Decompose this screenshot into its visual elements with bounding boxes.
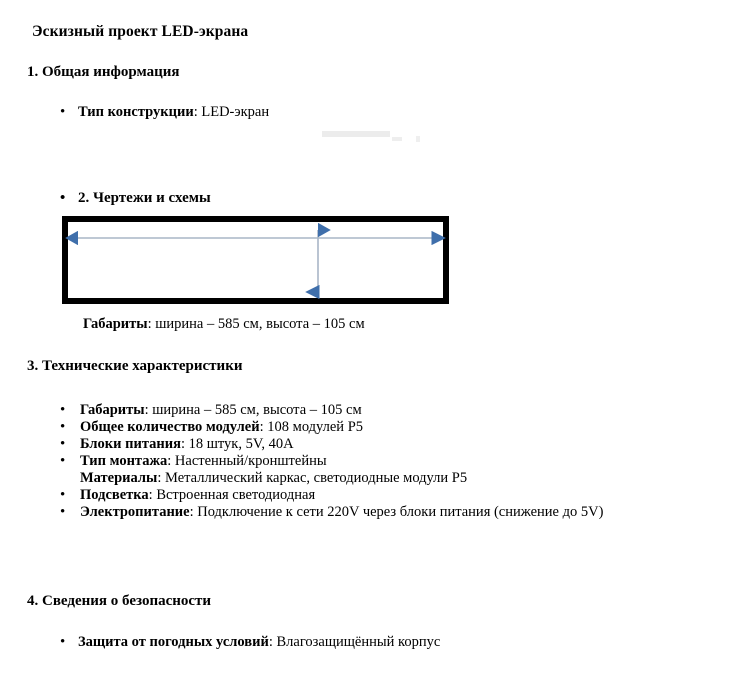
bullet-icon	[60, 419, 80, 436]
bullet-icon	[60, 436, 80, 453]
diagram-caption-label: Габариты	[83, 316, 148, 332]
scan-artifact-tertiary	[416, 136, 420, 142]
diagram-caption-separator: :	[147, 316, 156, 332]
list-item	[60, 470, 732, 487]
list-item-separator: :	[148, 486, 157, 503]
bullet-icon	[60, 402, 80, 419]
list-item-value: Настенный/кронштейны	[174, 453, 327, 469]
list-item-label: Общее количество модулей	[80, 419, 260, 435]
list-item-separator: :	[157, 470, 166, 486]
list-item-separator: :	[167, 453, 175, 469]
section-heading-technical: 3. Технические характеристики	[27, 358, 243, 374]
drawings-heading-text: 2. Чертежи и схемы	[78, 190, 211, 206]
bullet-icon	[60, 190, 78, 207]
bullet-icon	[60, 634, 78, 651]
list-item-label: Электропитание	[80, 503, 190, 520]
list-item-text	[80, 436, 732, 453]
list-item	[60, 453, 732, 470]
scan-artifact	[322, 131, 390, 137]
list-item-value: Подключение к сети 220V через блоки питания (снижение до 5V)	[197, 503, 604, 520]
list-item-text	[80, 453, 732, 470]
list-item-separator: :	[193, 104, 202, 120]
list-item-value: LED-экран	[201, 104, 270, 120]
diagram-caption	[83, 316, 365, 333]
list-item-text	[80, 419, 732, 436]
page-title: Эскизный проект LED-экрана	[32, 23, 249, 40]
bullet-icon	[60, 453, 80, 470]
section-heading-safety: 4. Сведения о безопасности	[27, 593, 212, 609]
list-item-separator: :	[189, 503, 198, 520]
list-item-separator: :	[268, 634, 277, 650]
list-item-separator: :	[144, 402, 153, 418]
bullet-icon	[60, 504, 80, 521]
list-item-text	[80, 487, 732, 504]
list-item-text	[80, 470, 732, 487]
diagram-canvas	[68, 222, 443, 298]
list-item-label: Защита от погодных условий	[78, 634, 269, 650]
list-item-value: ширина – 585 см, высота – 105 см	[152, 402, 362, 418]
dimension-arrows	[68, 222, 443, 298]
list-item-label: Габариты	[80, 402, 145, 418]
list-item	[60, 402, 732, 419]
list-item-weather-protection	[60, 634, 660, 651]
list-item-text	[78, 634, 660, 651]
list-item	[60, 436, 732, 453]
list-item-value: 108 модулей P5	[267, 419, 364, 435]
list-item-value: 18 штук, 5V, 40A	[188, 436, 294, 452]
list-item-label: Блоки питания	[80, 436, 181, 452]
list-item-text	[80, 402, 732, 419]
list-item-text	[78, 104, 580, 121]
list-item	[60, 419, 732, 436]
list-item-drawings-heading	[60, 190, 580, 207]
list-item-value: Металлический каркас, светодиодные модули P5	[165, 470, 468, 486]
list-item-construction-type	[60, 104, 580, 121]
list-item-value: Влагозащищённый корпус	[276, 634, 441, 650]
list-item	[60, 487, 732, 504]
section-heading-general: 1. Общая информация	[27, 64, 180, 80]
list-item-text	[80, 504, 732, 521]
list-item-label: Подсветка	[80, 486, 149, 503]
scan-artifact-secondary	[392, 137, 402, 141]
diagram-caption-value: ширина – 585 см, высота – 105 см	[155, 316, 365, 332]
bullet-icon	[60, 104, 78, 121]
led-screen-diagram	[62, 216, 449, 304]
list-item-value: Встроенная светодиодная	[156, 486, 316, 503]
technical-spec-list	[60, 402, 732, 521]
list-item-label: Тип конструкции	[78, 104, 194, 120]
list-item-separator: :	[180, 436, 189, 452]
list-item-label: Материалы	[80, 470, 158, 486]
list-item-separator: :	[259, 419, 268, 435]
list-item	[60, 504, 732, 521]
bullet-icon	[60, 487, 80, 504]
list-item-label: Тип монтажа	[80, 453, 168, 469]
